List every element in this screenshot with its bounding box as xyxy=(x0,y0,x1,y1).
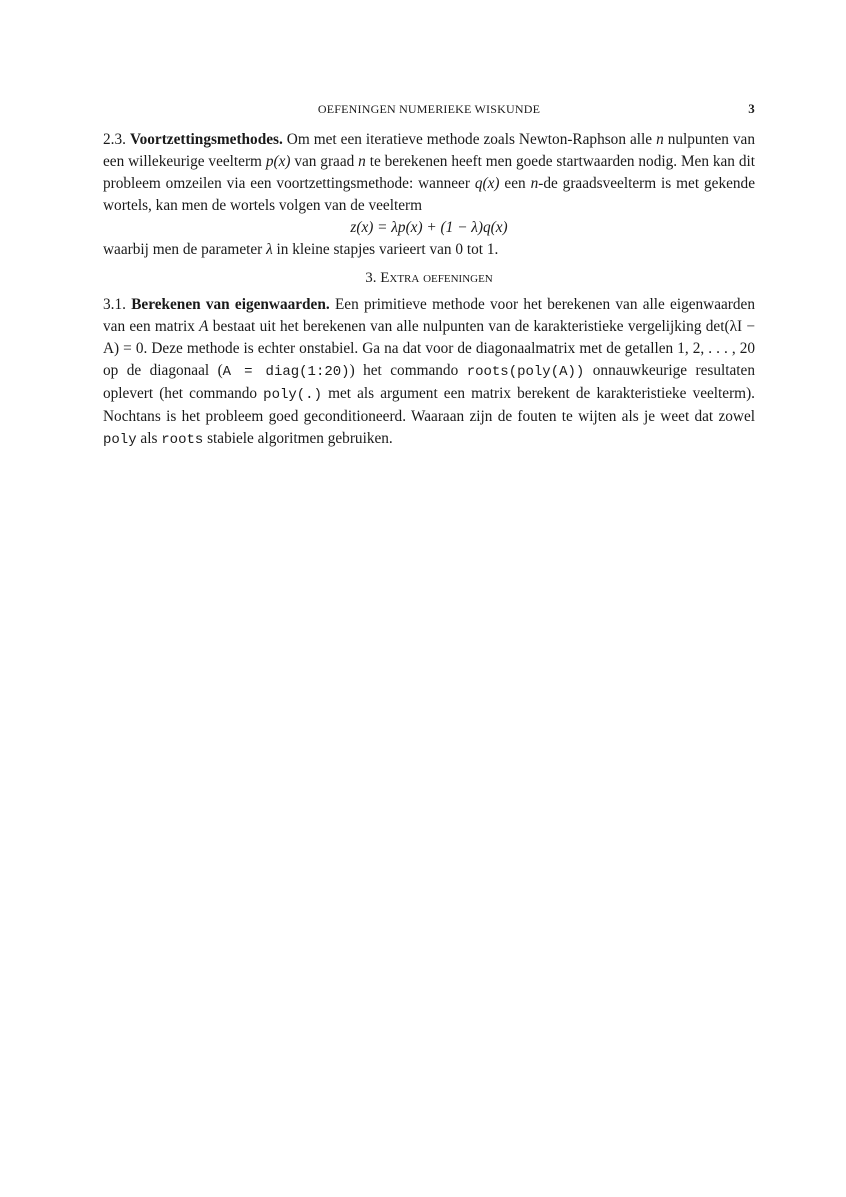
paragraph-2-3 xyxy=(103,129,755,217)
paragraph-continuation xyxy=(103,239,755,261)
body-text: waarbij men de parameter xyxy=(103,241,267,258)
page-number: 3 xyxy=(748,101,755,116)
display-equation: z(x) = λp(x) + (1 − λ)q(x) xyxy=(350,219,508,236)
code-poly: poly xyxy=(103,432,137,448)
running-header xyxy=(103,100,755,122)
body-text: nulpunten van een willekeurige veelterm xyxy=(103,131,755,170)
body-text: met als argument een matrix berekent de karakteristieke veelterm). Nochtans is het probleem goed geconditioneerd. Waaraan zijn de fouten te wijten als je weet dat zowel xyxy=(103,385,755,425)
math-qx: q(x) xyxy=(474,175,500,192)
body-text: Om met een iteratieve methode zoals Newton-Raphson alle xyxy=(282,131,657,148)
section-title: Berekenen van eigenwaarden. xyxy=(131,296,330,313)
page xyxy=(103,100,755,451)
body-text: onnauwkeurige resultaten oplevert (het commando xyxy=(103,362,755,402)
body-text: in kleine stapjes varieert van 0 tot 1. xyxy=(272,241,499,258)
body-text: een xyxy=(499,175,531,192)
math-px: p(x) xyxy=(265,153,291,170)
body-text: -de graadsveelterm is met gekende wortels, kan men de wortels volgen van de veelterm xyxy=(103,175,755,214)
section-number: 2.3. xyxy=(103,131,126,148)
body-text: als xyxy=(136,430,162,447)
body-text: ) het commando xyxy=(349,362,467,379)
body-text: bestaat uit het berekenen van alle nulpunten van de karakteristieke vergelijking xyxy=(208,318,706,335)
paragraph-3-1 xyxy=(103,294,755,451)
body-text: stabiele algoritmen gebruiken. xyxy=(203,430,393,447)
math-n: n xyxy=(530,175,539,192)
body-text: op de diagonaal ( xyxy=(103,362,223,379)
section-heading-number: 3. xyxy=(365,270,377,286)
math-n: n xyxy=(358,153,366,170)
math-A: A xyxy=(199,318,209,335)
body-text: van graad xyxy=(290,153,359,170)
math-det: det(λI − A) = 0 xyxy=(103,318,755,357)
section-number: 3.1. xyxy=(103,296,126,313)
code-poly-arg: poly(.) xyxy=(263,387,322,403)
code-roots: roots xyxy=(161,432,204,448)
running-title: OEFENINGEN NUMERIEKE WISKUNDE xyxy=(317,102,541,116)
body-text: . Deze methode is echter onstabiel. Ga na dat voor de diagonaalmatrix met de getallen xyxy=(143,340,678,357)
section-heading xyxy=(103,267,755,289)
code-roots-poly: roots(poly(A)) xyxy=(466,364,585,380)
body-text: Een primitieve methode voor het berekenen van alle eigenwaarden van een matrix xyxy=(103,296,755,335)
code-diag: A = diag(1:20) xyxy=(222,364,350,380)
math-sequence: 1, 2, . . . , 20 xyxy=(677,340,756,357)
body-text: te berekenen heeft men goede startwaarden nodig. Men kan dit probleem omzeilen via een voortzettingsmethode: wanneer xyxy=(103,153,755,192)
section-title: Voortzettingsmethodes. xyxy=(129,131,283,148)
section-heading-title: Extra oefeningen xyxy=(380,270,493,286)
math-n: n xyxy=(656,131,664,148)
math-lambda: λ xyxy=(266,241,273,258)
